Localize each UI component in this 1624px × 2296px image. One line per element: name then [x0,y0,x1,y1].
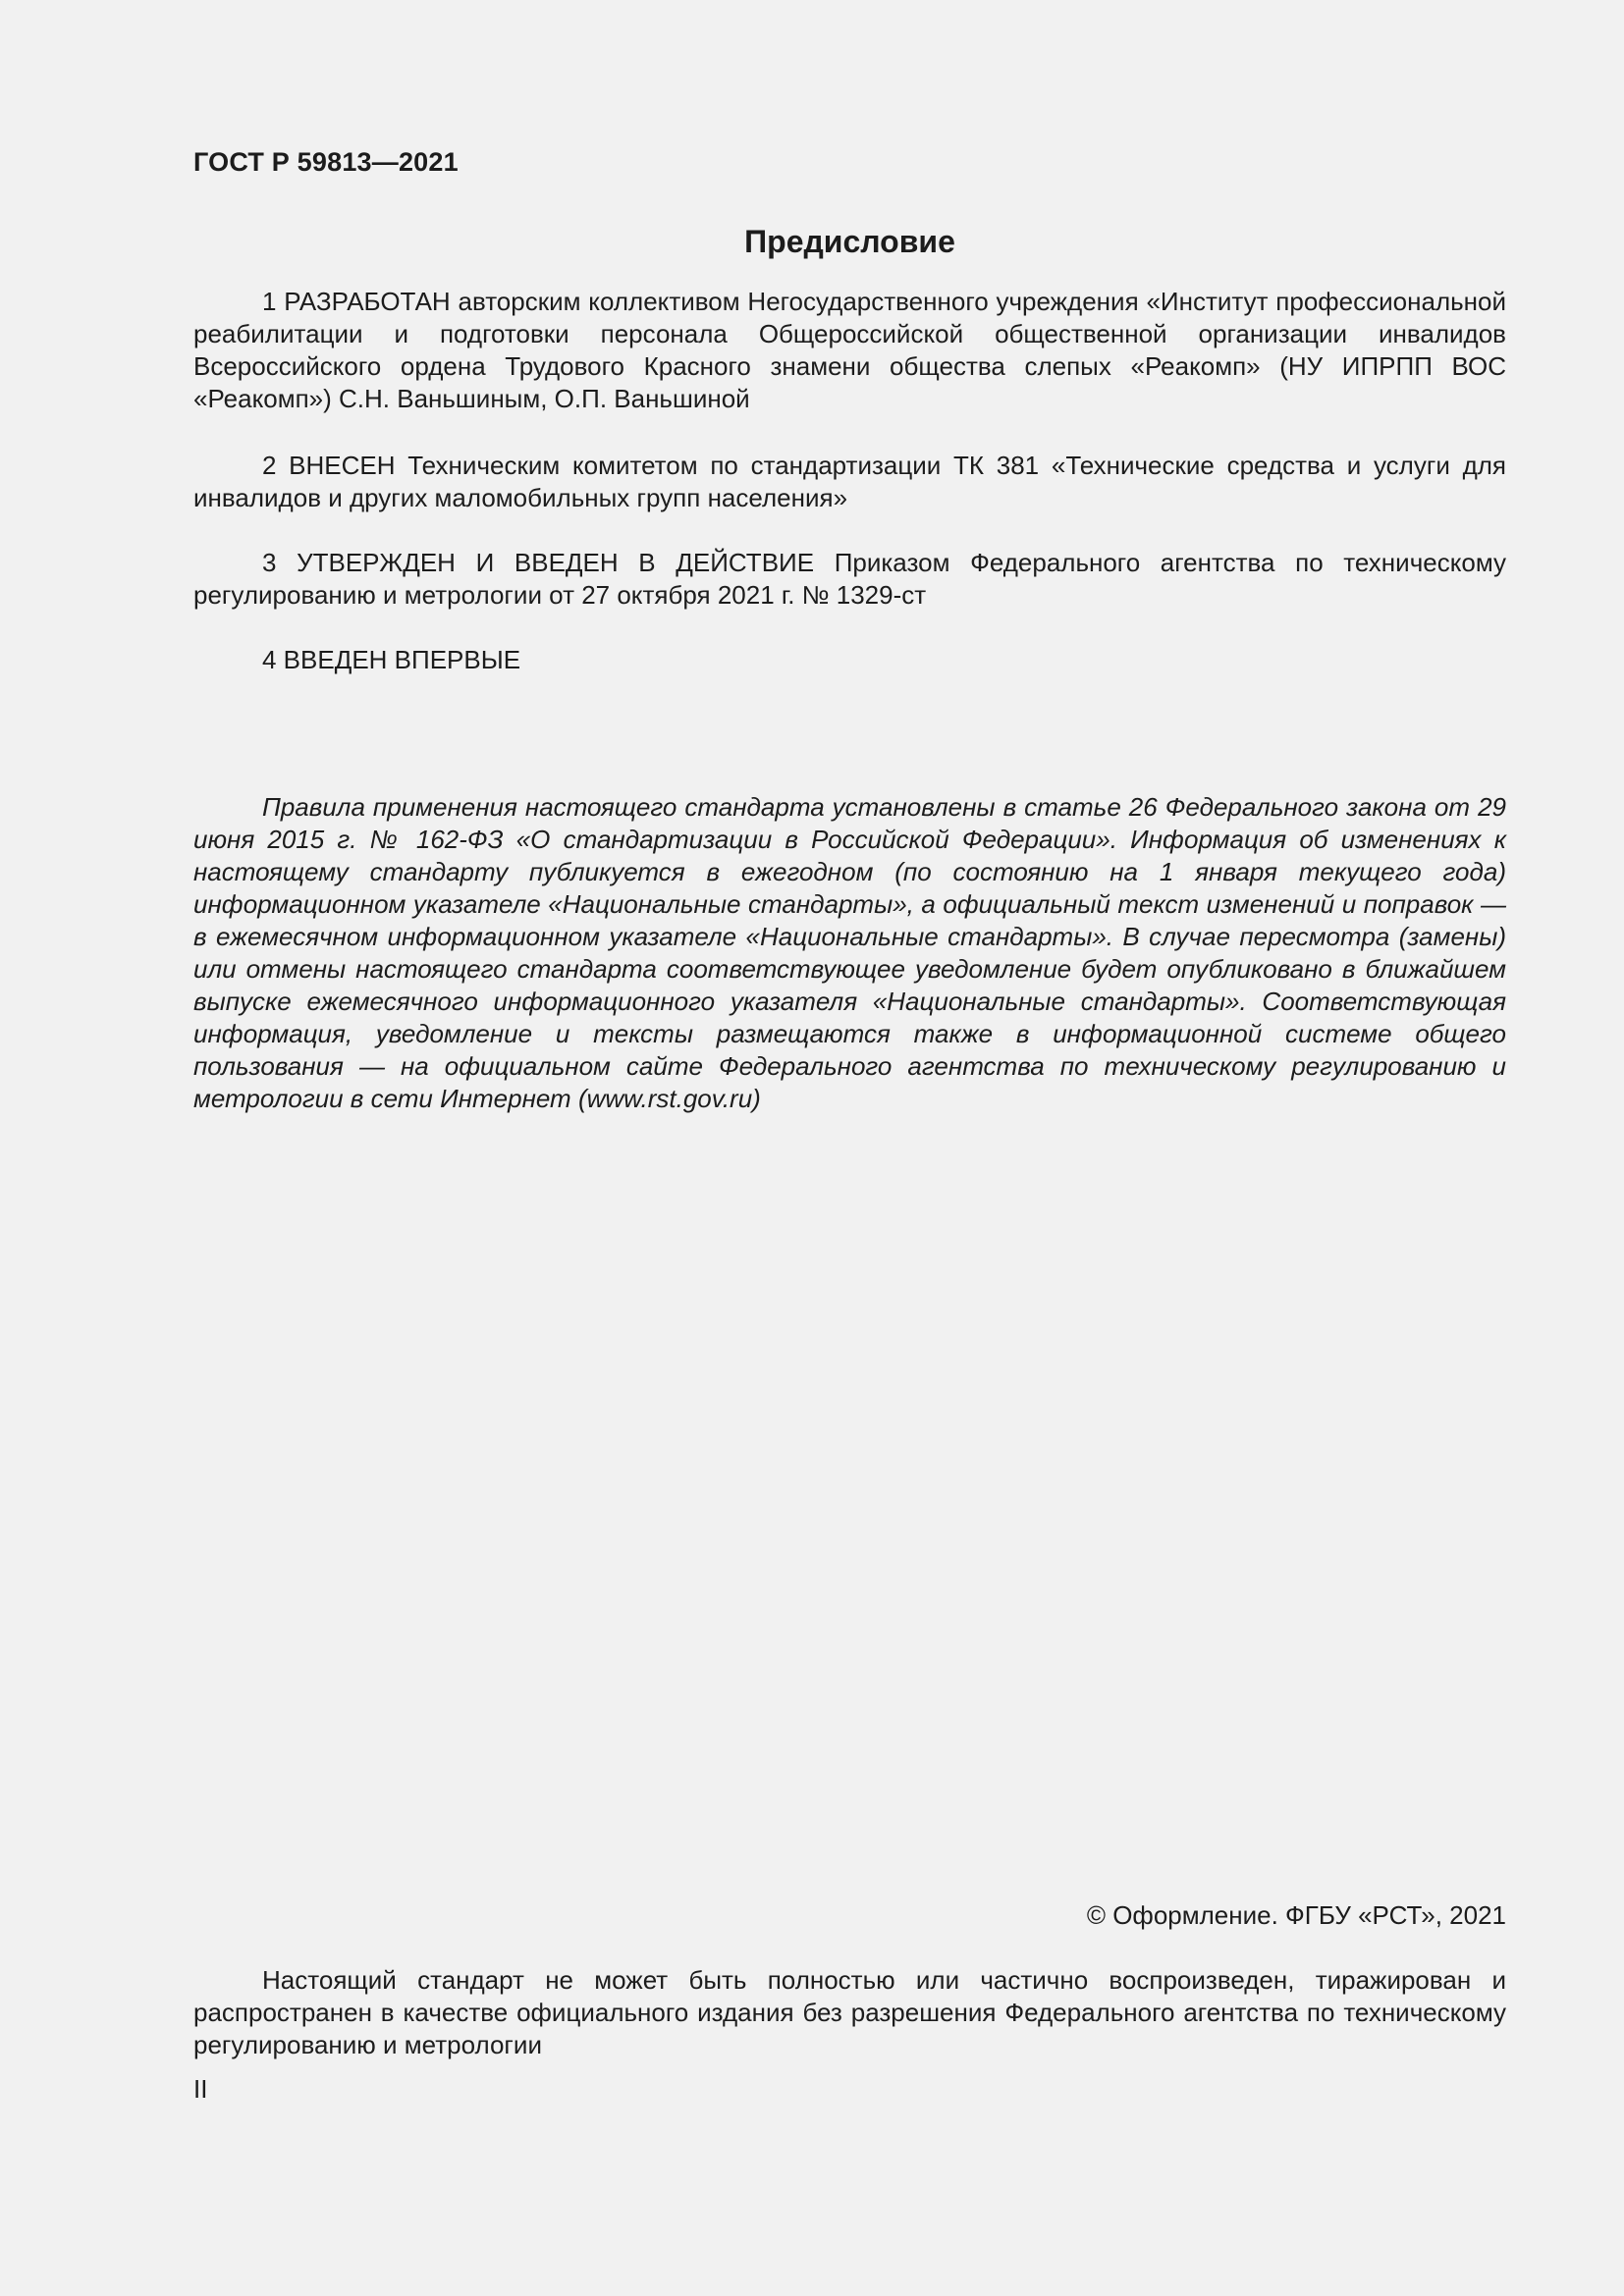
foreword-item-approved: 3 УТВЕРЖДЕН И ВВЕДЕН В ДЕЙСТВИЕ Приказом Федерального агентства по техническому регулированию и метрологии от 27 октября 2021 г. № 1329-ст [193,548,1506,610]
document-code: ГОСТ Р 59813—2021 [193,147,459,177]
reproduction-notice: Настоящий стандарт не может быть полностью или частично воспроизведен, тиражирован и распространен в качестве официального издания без разрешения Федерального агентства по техническому регулированию и метрологии [193,1965,1506,2059]
page-title: Предисловие [744,224,955,259]
page-number: II [193,2074,208,2104]
copyright-notice: © Оформление. ФГБУ «РСТ», 2021 [1086,1900,1506,1930]
foreword-item-introduced: 4 ВВЕДЕН ВПЕРВЫЕ [262,645,521,674]
application-rules-note: Правила применения настоящего стандарта установлены в статье 26 Федерального закона от 29 июня 2015 г. № 162-ФЗ «О стандартизации в Российской Федерации». Информация об изменениях к настоящему стандарту публикуется в ежегодном (по состоянию на 1 января текущего года) информационном указателе «Национальные стандарты», а официальный текст изменений и поправок — в ежемесячном информационном указателе «Национальные стандарты». В случае пересмотра (замены) или отмены настоящего стандарта соответствующее уведомление будет опубликовано в ближайшем выпуске ежемесячного информационного указателя «Национальные стандарты». Соответствующая информация, уведомление и тексты размещаются также в информационной системе общего пользования — на официальном сайте Федерального агентства по техническому регулированию и метрологии в сети Интернет (www.rst.gov.ru) [193,792,1506,1113]
foreword-item-developed: 1 РАЗРАБОТАН авторским коллективом Негосударственного учреждения «Институт профессиональной реабилитации и подготовки персонала Общероссийской общественной организации инвалидов Всероссийского ордена Трудового Красного знамени общества слепых «Реакомп» (НУ ИПРПП ВОС «Реакомп») С.Н. Ваньшиным, О.П. Ваньшиной [193,287,1506,413]
foreword-item-submitted: 2 ВНЕСЕН Техническим комитетом по стандартизации ТК 381 «Технические средства и услуги для инвалидов и других маломобильных групп населения» [193,451,1506,512]
